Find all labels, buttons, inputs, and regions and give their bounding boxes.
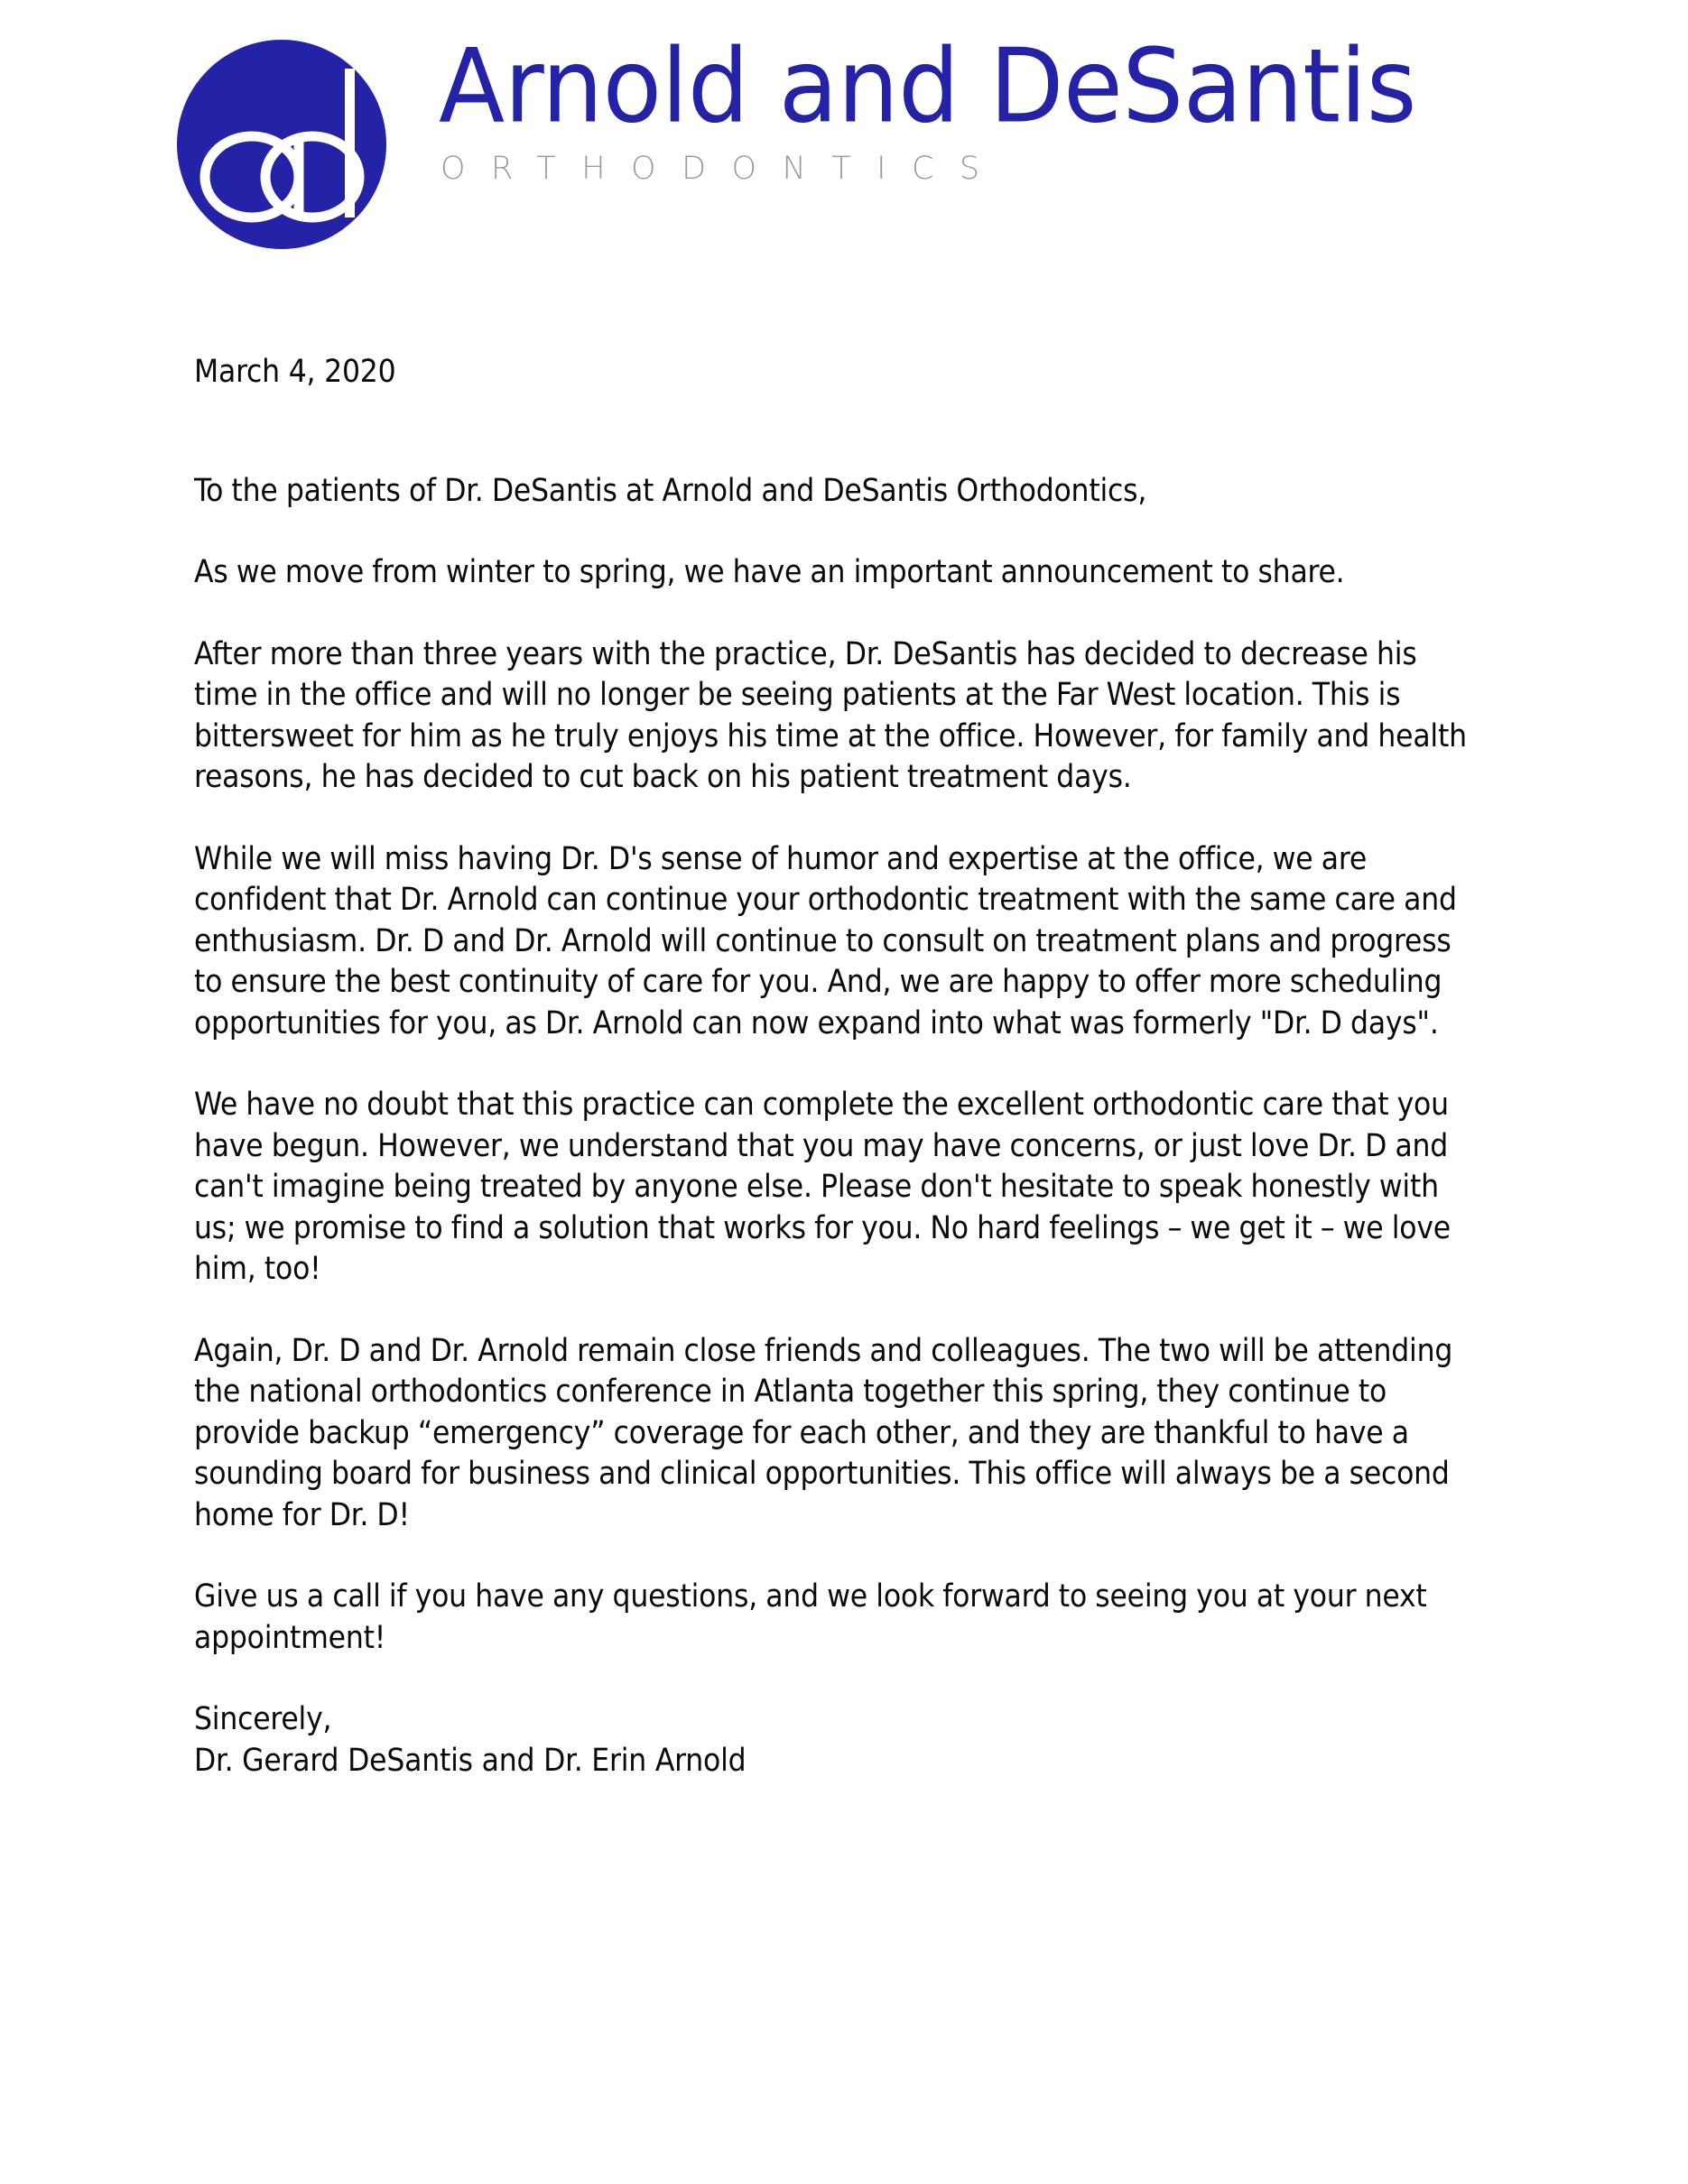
spacer	[194, 1536, 1476, 1577]
brand-text-block	[439, 27, 1468, 187]
letter-paragraph-3: While we will miss having Dr. D's sense of humor and expertise at the office, we are confident that Dr. Arnold can continue your orthodontic treatment with the same care and enthusiasm. Dr. D and Dr. Arnold will continue to consult on treatment plans and progress to ensure the best continuity of care for you. And, we are happy to offer more scheduling opportunities for you, as Dr. Arnold can now expand into what was formerly "Dr. D days".	[194, 840, 1457, 1041]
letter-paragraph-1: As we move from winter to spring, we have an important announcement to share.	[194, 554, 1345, 590]
letter-paragraph-5: Again, Dr. D and Dr. Arnold remain close friends and colleagues. The two will be attending the national orthodontics conference in Atlanta together this spring, they continue to provide backup “emergency” coverage for each other, and they are thankful to have a sounding board for business and clinical opportunities. This office will always be a second home for Dr. D!	[194, 1332, 1453, 1533]
letter-paragraph-4: We have no doubt that this practice can complete the excellent orthodontic care that you have begun. However, we understand that you may have concerns, or just love Dr. D and can't imagine being treated by anyone else. Please don't hesitate to speak honestly with us; we promise to find a solution that works for you. No hard feelings – we get it – we love him, too!	[194, 1087, 1451, 1287]
spacer	[194, 393, 1476, 471]
spacer	[194, 1291, 1476, 1331]
spacer	[194, 1044, 1476, 1085]
letter-date: March 4, 2020	[194, 354, 396, 390]
letter-signers: Dr. Gerard DeSantis and Dr. Erin Arnold	[194, 1742, 747, 1779]
letter-closing: Sincerely,	[194, 1701, 332, 1737]
spacer	[194, 594, 1476, 634]
ad-monogram-logo-icon	[177, 25, 394, 249]
spacer	[194, 799, 1476, 839]
letterhead	[0, 0, 1688, 271]
brand-tagline: ORTHODONTICS	[441, 151, 1006, 187]
spacer	[194, 1659, 1476, 1699]
letter-salutation: To the patients of Dr. DeSantis at Arnold and DeSantis Orthodontics,	[194, 472, 1147, 509]
letter-paragraph-6: Give us a call if you have any questions, and we look forward to seeing you at your next appointment!	[194, 1578, 1427, 1656]
letter-body	[194, 352, 1476, 1781]
letter-paragraph-2: After more than three years with the practice, Dr. DeSantis has decided to decrease his time in the office and will no longer be seeing patients at the Far West location. This is bittersweet for him as he truly enjoys his time at the office. However, for family and health reasons, he has decided to cut back on his patient treatment days.	[194, 635, 1467, 795]
brand-name: Arnold and DeSantis	[439, 27, 1417, 146]
spacer	[194, 512, 1476, 552]
